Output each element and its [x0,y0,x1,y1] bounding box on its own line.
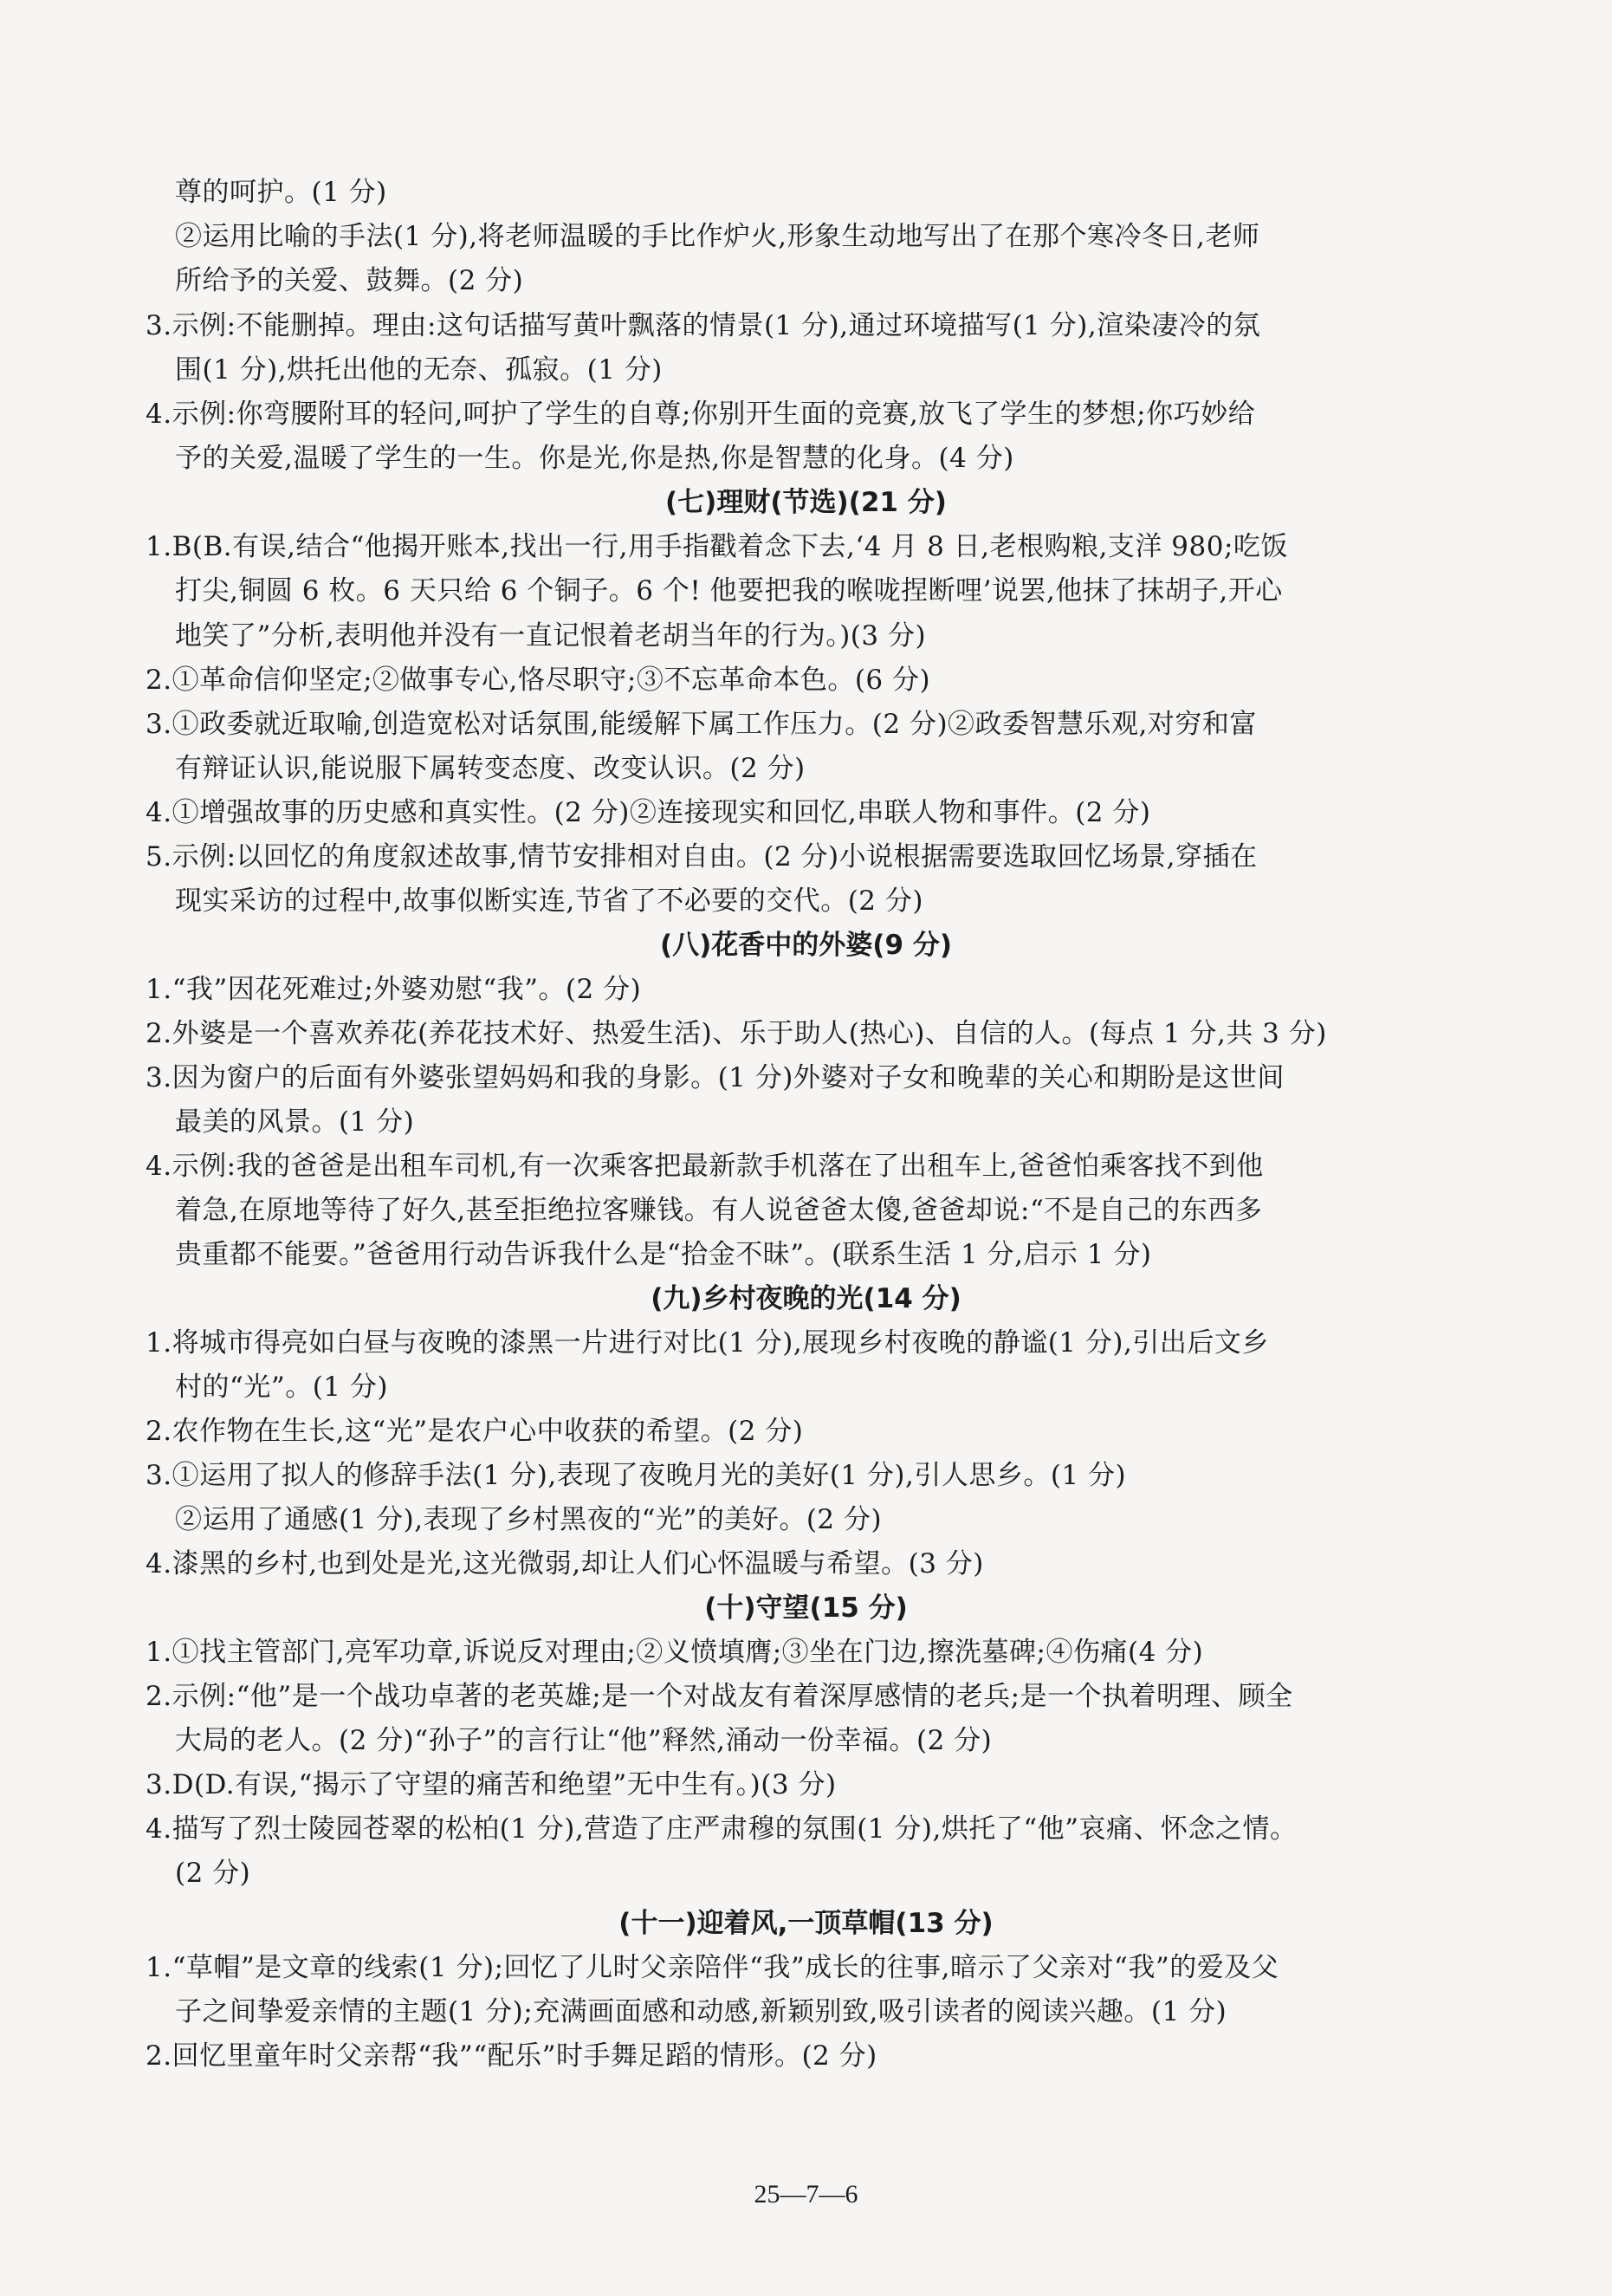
text-line: 3.D(D.有误,“揭示了守望的痛苦和绝望”无中生有。)(3 分) [146,1769,837,1800]
text-line: 1.“我”因花死难过;外婆劝慰“我”。(2 分) [146,974,642,1005]
text-line: 打尖,铜圆 6 枚。6 天只给 6 个铜子。6 个! 他要把我的喉咙捏断哩’说罢,他抹了抹胡子,开心 [175,575,1283,606]
text-line: 大局的老人。(2 分)“孙子”的言行让“他”释然,涌动一份幸福。(2 分) [175,1725,993,1756]
text-line: ②运用了通感(1 分),表现了乡村黑夜的“光”的美好。(2 分) [175,1504,883,1535]
text-line: 尊的呵护。(1 分) [175,177,387,208]
text-line: 现实采访的过程中,故事似断实连,节省了不必要的交代。(2 分) [175,885,923,917]
text-line: 1.“草帽”是文章的线索(1 分);回忆了儿时父亲陪伴“我”成长的往事,暗示了父亲对“我”的爱及父 [146,1952,1279,1983]
text-line: 2.回忆里童年时父亲帮“我”“配乐”时手舞足蹈的情形。(2 分) [146,2040,877,2072]
text-line: 地笑了”分析,表明他并没有一直记恨着老胡当年的行为。)(3 分) [175,620,927,652]
text-line: ②运用比喻的手法(1 分),将老师温暖的手比作炉火,形象生动地写出了在那个寒冷冬日,老师 [175,221,1260,252]
text-line: 所给予的关爱、鼓舞。(2 分) [175,265,524,296]
text-line: 4.漆黑的乡村,也到处是光,这光微弱,却让人们心怀温暖与希望。(3 分) [146,1548,984,1579]
text-line: 子之间挚爱亲情的主题(1 分);充满画面感和动感,新颖别致,吸引读者的阅读兴趣。(1 分) [175,1996,1227,2027]
text-line: 2.①革命信仰坚定;②做事专心,恪尽职守;③不忘革命本色。(6 分) [146,665,931,696]
text-line: 4.①增强故事的历史感和真实性。(2 分)②连接现实和回忆,串联人物和事件。(2 分) [146,797,1151,828]
text-line: 贵重都不能要。”爸爸用行动告诉我什么是“拾金不昧”。(联系生活 1 分,启示 1 分) [175,1239,1152,1270]
text-line: 3.①政委就近取喻,创造宽松对话氛围,能缓解下属工作压力。(2 分)②政委智慧乐观,对穷和富 [146,709,1257,740]
text-line: 4.描写了烈士陵园苍翠的松柏(1 分),营造了庄严肃穆的氛围(1 分),烘托了“他”哀痛、怀念之情。 [146,1813,1298,1845]
text-line: 3.因为窗户的后面有外婆张望妈妈和我的身影。(1 分)外婆对子女和晚辈的关心和期盼是这世间 [146,1062,1285,1093]
section-heading: (十一)迎着风,一顶草帽(13 分) [618,1908,994,1939]
text-line: 1.①找主管部门,亮军功章,诉说反对理由;②义愤填膺;③坐在门边,擦洗墓碑;④伤痛(4 分) [146,1637,1204,1668]
text-line: 3.示例:不能删掉。理由:这句话描写黄叶飘落的情景(1 分),通过环境描写(1 分),渲染凄冷的氛 [146,310,1261,341]
text-line: 予的关爱,温暖了学生的一生。你是光,你是热,你是智慧的化身。(4 分) [175,443,1014,474]
text-line: 着急,在原地等待了好久,甚至拒绝拉客赚钱。有人说爸爸太傻,爸爸却说:“不是自己的东西多 [175,1195,1263,1226]
text-line: 2.外婆是一个喜欢养花(养花技术好、热爱生活)、乐于助人(热心)、自信的人。(每点 1 分,共 3 分) [146,1018,1327,1049]
text-line: (2 分) [175,1858,251,1889]
text-line: 4.示例:我的爸爸是出租车司机,有一次乘客把最新款手机落在了出租车上,爸爸怕乘客找不到他 [146,1151,1264,1182]
section-heading: (七)理财(节选)(21 分) [665,487,947,518]
text-line: 围(1 分),烘托出他的无奈、孤寂。(1 分) [175,354,663,386]
section-heading: (十)守望(15 分) [704,1592,908,1624]
section-heading: (九)乡村夜晚的光(14 分) [651,1283,961,1314]
text-line: 村的“光”。(1 分) [175,1372,388,1403]
text-line: 1.B(B.有误,结合“他揭开账本,找出一行,用手指戳着念下去,‘4 月 8 日,老根购粮,支洋 980;吃饭 [146,531,1288,562]
text-line: 最美的风景。(1 分) [175,1106,415,1138]
text-line: 4.示例:你弯腰附耳的轻问,呵护了学生的自尊;你别开生面的竞赛,放飞了学生的梦想;你巧妙给 [146,399,1256,430]
text-line: 有辩证认识,能说服下属转变态度、改变认识。(2 分) [175,753,806,784]
text-line: 2.示例:“他”是一个战功卓著的老英雄;是一个对战友有着深厚感情的老兵;是一个执着明理、顾全 [146,1681,1293,1712]
page-number: 25—7—6 [754,2180,858,2208]
text-line: 1.将城市得亮如白昼与夜晚的漆黑一片进行对比(1 分),展现乡村夜晚的静谧(1 分),引出后文乡 [146,1327,1269,1359]
text-line: 5.示例:以回忆的角度叙述故事,情节安排相对自由。(2 分)小说根据需要选取回忆场景,穿插在 [146,841,1258,872]
text-line: 2.农作物在生长,这“光”是农户心中收获的希望。(2 分) [146,1416,804,1447]
section-heading: (八)花香中的外婆(9 分) [659,930,953,961]
text-line: 3.①运用了拟人的修辞手法(1 分),表现了夜晚月光的美好(1 分),引人思乡。(1 分) [146,1460,1127,1491]
